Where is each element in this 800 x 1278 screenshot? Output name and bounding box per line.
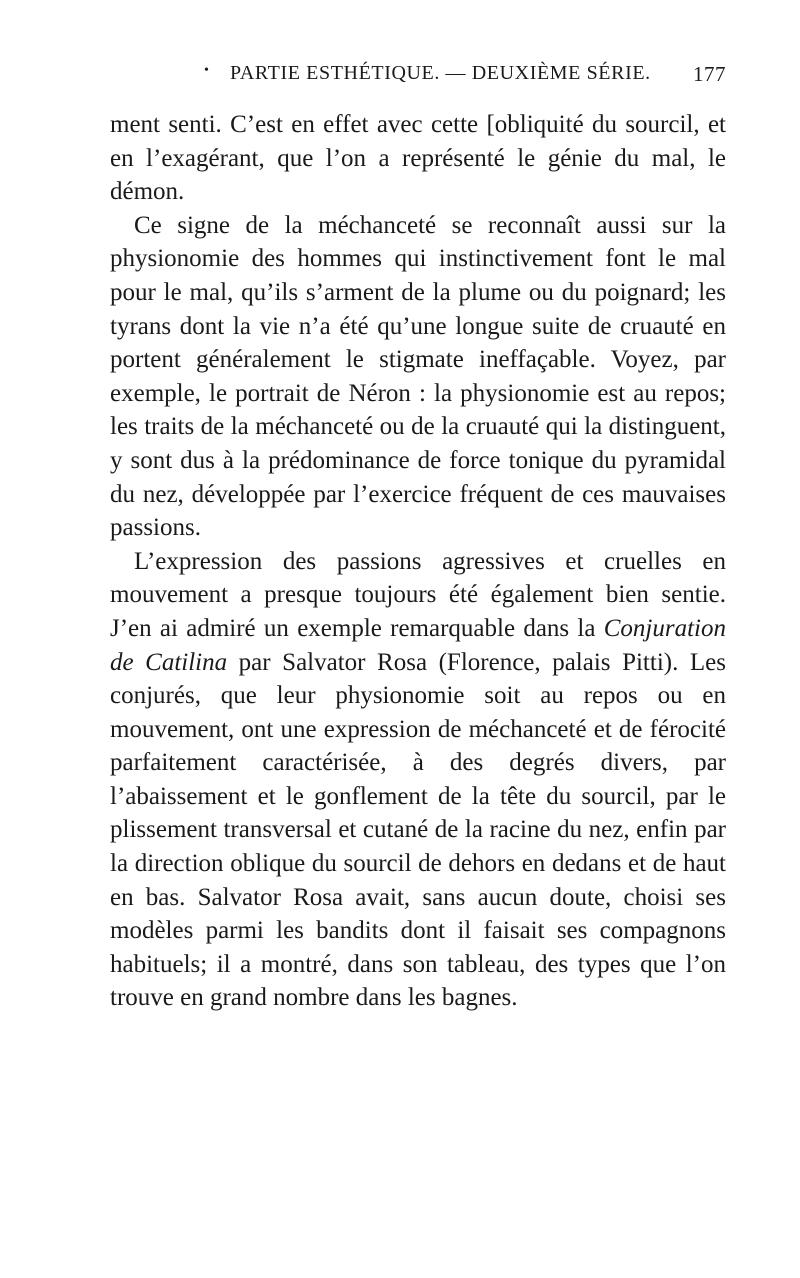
paragraph-continuation: ment senti. C’est en effet avec cette [obliquité du sourcil, et en l’exagérant, que l’on a représenté le génie du mal, le démon.	[110, 111, 726, 206]
page-number: 177	[693, 62, 726, 86]
paragraph-text-before: L’expression des passions agressives et cruelles en mouvement a presque toujours été également bien sentie. J’en ai admiré un exemple remarquable dans la	[110, 547, 726, 642]
running-header	[110, 62, 726, 96]
paragraph-mechancete: Ce signe de la méchanceté se reconnaît aussi sur la physionomie des hommes qui instinctivement font le mal pour le mal, qu’ils s’arment de la plume ou du poignard; les tyrans dont la vie n’a été qu’une longue suite de cruauté en portent généralement le stigmate ineffaçable. Voyez, par exemple, le portrait de Néron : la physionomie est au repos; les traits de la méchanceté ou de la cruauté qui la distinguent, y sont dus à la prédominance de force tonique du pyramidal du nez, développée par l’exercice fréquent de ces mauvaises passions.	[110, 211, 726, 542]
painting-title: Conjuration de Catilina	[110, 614, 726, 676]
body-text	[110, 108, 726, 1015]
paragraph-text-after: par Salvator Rosa (Florence, palais Pitti). Les conjurés, que leur physionomie soit au repos ou en mouvement, ont une expression de méchanceté et de férocité parfaitement caractérisée, à des degrés divers, par l’abaissement et le gonflement de la tête du sourcil, par le plissement transversal et cutané de la racine du nez, enfin par la direction oblique du sourcil de dehors en dedans et de haut en bas. Salvator Rosa avait, sans aucun doute, choisi ses modèles parmi les bandits dont il faisait ses compagnons habituels; il a montré, dans son tableau, des types que l’on trouve en grand nombre dans les bagnes.	[110, 648, 726, 1012]
header-bullet: •	[204, 63, 210, 78]
header-title: PARTIE ESTHÉTIQUE. — DEUXIÈME SÉRIE.	[230, 62, 651, 84]
paragraph-salvator-rosa	[110, 545, 726, 1015]
